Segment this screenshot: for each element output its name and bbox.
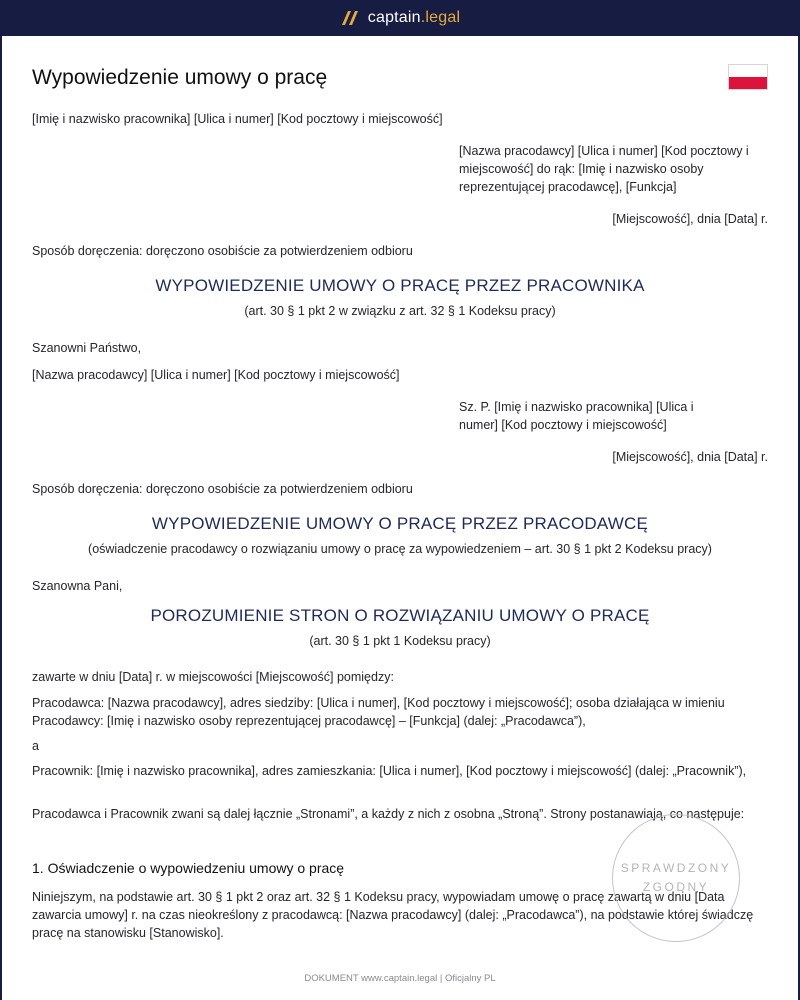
place-date: [Miejscowość], dnia [Data] r. (612, 212, 768, 226)
recipient-address: [Nazwa pracodawcy] [Ulica i numer] [Kod pocztowy i miejscowość] do rąk: [Imię i nazwisko osoby reprezentującej pracodawcę], [Funkcja] (459, 144, 749, 194)
delivery-method: Sposób doręczenia: doręczono osobiście za potwierdzeniem odbioru (32, 482, 413, 496)
subheading-mutual-agreement: (art. 30 § 1 pkt 1 Kodeksu pracy) (309, 634, 491, 648)
section-1-title: 1. Oświadczenie o wypowiedzeniu umowy o pracę (32, 860, 345, 876)
stamp-line-2: ZGODNY (642, 880, 710, 894)
agreement-intro: zawarte w dniu [Data] r. w miejscowości [Miejscowość] pomiędzy: (32, 670, 394, 684)
footer-text: DOKUMENT www.captain.legal | Oficjalny PL (304, 973, 496, 984)
heading-employer-notice: WYPOWIEDZENIE UMOWY O PRACĘ PRZEZ PRACODAWCĘ (151, 514, 649, 533)
employee-party: Pracownik: [Imię i nazwisko pracownika], adres zamieszkania: [Ulica i numer], [Kod pocztowy i miejscowość] (dalej: „Pracownik”), (32, 764, 747, 778)
heading-employee-notice: WYPOWIEDZENIE UMOWY O PRACĘ PRZEZ PRACOWNIKA (155, 276, 645, 295)
employer-address: [Nazwa pracodawcy] [Ulica i numer] [Kod pocztowy i miejscowość] (32, 368, 400, 382)
brand-name: captain.legal (367, 9, 461, 26)
sender-address: [Imię i nazwisko pracownika] [Ulica i numer] [Kod pocztowy i miejscowość] (32, 112, 443, 126)
document-title: Wypowiedzenie umowy o pracę (32, 66, 328, 89)
parties-clause: Pracodawca i Pracownik zwani są dalej łącznie „Stronami”, a każdy z nich z osobna „Stroną”. Strony postanawiają, co następuje: (32, 807, 745, 821)
greeting: Szanowna Pani, (32, 579, 123, 593)
stamp-line-1: SPRAWDZONY (620, 861, 732, 875)
section-1-body: Niniejszym, na podstawie art. 30 § 1 pkt 2 oraz art. 32 § 1 Kodeksu pracy, wypowiadam umowę o pracę zawartą w dniu [Data zawarcia umowy] r. na czas nieokreślony z pracodawcą: [Nazwa pracodawcy] (dalej: „Pracodawca”), na podstawie której świadczę pracę na stanowisku [Stanowisko]. (32, 890, 754, 940)
subheading-employee-notice: (art. 30 § 1 pkt 2 w związku z art. 32 § 1 Kodeksu pracy) (244, 304, 556, 318)
employer-party: Pracodawca: [Nazwa pracodawcy], adres siedziby: [Ulica i numer], [Kod pocztowy i miejscowość]; osoba działająca w imieniu Pracodawcy: [Imię i nazwisko osoby reprezentującej pracodawcę] – [Funkcja] (dalej: „Pracodawca”), (32, 696, 725, 728)
delivery-method: Sposób doręczenia: doręczono osobiście za potwierdzeniem odbioru (32, 244, 413, 258)
heading-mutual-agreement: POROZUMIENIE STRON O ROZWIĄZANIU UMOWY O PRACĘ (150, 606, 650, 625)
verified-stamp (612, 814, 740, 942)
captain-logo-icon (340, 10, 360, 26)
place-date: [Miejscowość], dnia [Data] r. (612, 450, 768, 464)
conjunction: a (32, 739, 39, 753)
poland-flag-icon (728, 64, 768, 90)
brand-logo[interactable] (340, 9, 460, 27)
subheading-employer-notice: (oświadczenie pracodawcy o rozwiązaniu umowy o pracę za wypowiedzeniem – art. 30 § 1 pkt 2 Kodeksu pracy) (88, 542, 712, 556)
addressee-address: Sz. P. [Imię i nazwisko pracownika] [Ulica i numer] [Kod pocztowy i miejscowość] (459, 400, 694, 432)
top-header-bar (0, 0, 800, 36)
greeting: Szanowni Państwo, (32, 341, 142, 355)
